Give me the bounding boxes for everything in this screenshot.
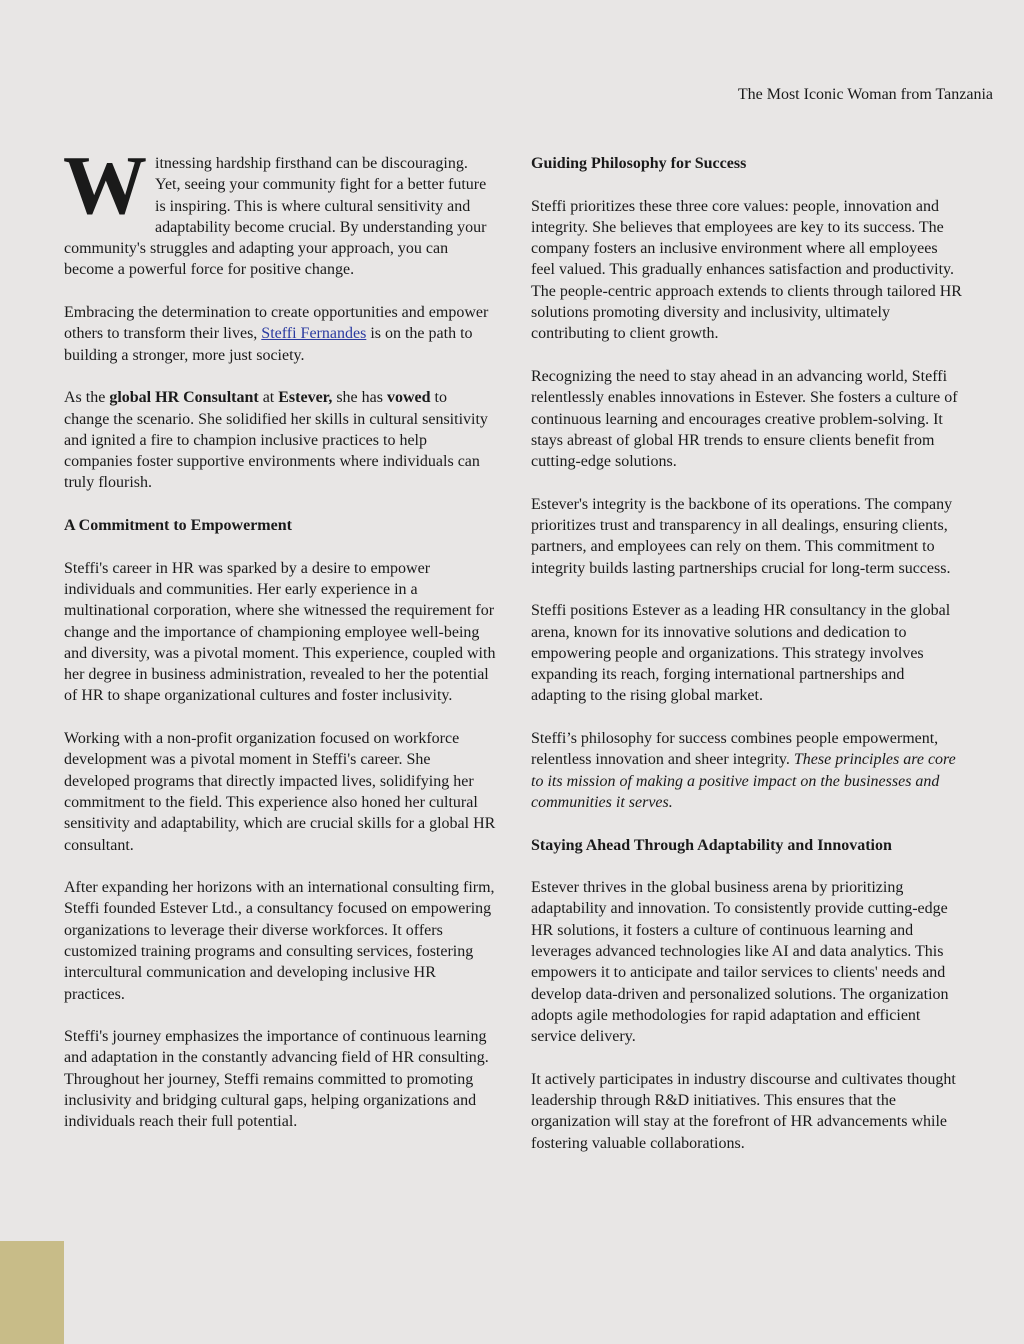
bold-text: vowed	[386, 389, 431, 407]
page-header-title: The Most Iconic Woman from Tanzania	[737, 86, 993, 103]
paragraph-determination	[64, 302, 496, 366]
paragraph-founding: After expanding her horizons with an international consulting firm, Steffi founded Estever Ltd., a consultancy focused on empowering organizations to leverage their diverse workforces. It offers customized training programs and consulting services, fostering intercultural communication and developing inclusive HR practices.	[64, 879, 495, 1003]
corner-accent-block	[0, 1241, 64, 1344]
paragraph-integrity: Estever's integrity is the backbone of its operations. The company prioritizes trust and transparency in all dealings, ensuring clients, partners, and employees can rely on them. This commitment to integrity builds lasting partnerships crucial for long-term success.	[531, 495, 953, 577]
bold-text: global HR Consultant	[109, 389, 259, 407]
paragraph-text: at	[258, 389, 279, 407]
right-column	[531, 153, 963, 1175]
italic-text: These principles are core to its mission of making a positive impact on the businesses and communities it serves.	[531, 751, 956, 811]
paragraph-text: is on the path to building a stronger, more just society.	[64, 325, 473, 364]
section-heading-adaptability: Staying Ahead Through Adaptability and Innovation	[531, 836, 892, 854]
paragraph-thrives: Estever thrives in the global business arena by prioritizing adaptability and innovation. To consistently provide cutting-edge HR solutions, it fosters a culture of continuous learning and leverages advanced technologies like AI and data analytics. This empowers it to anticipate and tailor services to clients' needs and develop data-driven and personalized solutions. The organization adopts agile methodologies for rapid adaptation and efficient service delivery.	[531, 879, 949, 1046]
paragraph-innovation: Recognizing the need to stay ahead in an advancing world, Steffi relentlessly enables innovations in Estever. She fosters a culture of continuous learning and encourages creative problem-solving. It stays abreast of global HR trends to ensure clients benefit from cutting-edge solutions.	[531, 367, 958, 471]
section-heading-philosophy: Guiding Philosophy for Success	[531, 155, 747, 172]
intro-paragraph	[63, 139, 496, 281]
paragraph-nonprofit: Working with a non-profit organization focused on workforce development was a pivotal moment in Steffi's career. She developed programs that directly impacted lives, solidifying her commitment to the field. This experience also honed her cultural sensitivity and adaptability, which are crucial skills for a global HR consultant.	[64, 730, 496, 854]
paragraph-positioning: Steffi positions Estever as a leading HR consultancy in the global arena, known for its innovative solutions and dedication to empowering people and organizations. This strategy involves expanding its reach, forging international partnerships and adapting to the rising global market.	[531, 602, 951, 705]
paragraph-text: Embracing the determination to create opportunities and empower others to transform their lives,	[64, 304, 489, 343]
paragraph-role	[64, 387, 496, 493]
paragraph-philosophy-summary	[531, 728, 963, 813]
steffi-fernandes-link[interactable]: Steffi Fernandes	[261, 325, 367, 343]
paragraph-journey: Steffi's journey emphasizes the importance of continuous learning and adaptation in the constantly advancing field of HR consulting. Throughout her journey, Steffi remains committed to promoting inclusivity and bridging cultural gaps, helping organizations and individuals reach their full potential.	[64, 1028, 489, 1131]
left-column	[63, 139, 496, 1154]
paragraph-text: she has	[332, 389, 387, 407]
paragraph-text: Steffi’s philosophy for success combines people empowerment, relentless innovation and sheer integrity.	[531, 730, 939, 769]
section-heading-empowerment: A Commitment to Empowerment	[64, 517, 292, 535]
bold-text: Estever,	[278, 389, 333, 407]
paragraph-text: As the	[64, 389, 110, 407]
drop-cap: W	[63, 139, 147, 232]
paragraph-text: to change the scenario. She solidified her skills in cultural sensitivity and ignited a fire to champion inclusive practices to help companies foster supportive environments where individuals can truly flourish.	[64, 389, 488, 492]
paragraph-thought-leadership: It actively participates in industry discourse and cultivates thought leadership through R&D initiatives. This ensures that the organization will stay at the forefront of HR advancements while fostering valuable collaborations.	[531, 1070, 956, 1152]
paragraph-career: Steffi's career in HR was sparked by a desire to empower individuals and communities. Her early experience in a multinational corporation, where she witnessed the requirement for change and the importance of championing employee well-being and diversity, was a pivotal moment. This experience, coupled with her degree in business administration, revealed to her the potential of HR to shape organizational cultures and foster inclusivity.	[64, 559, 496, 705]
paragraph-core-values: Steffi prioritizes these three core values: people, innovation and integrity. She believes that employees are key to its success. The company fosters an inclusive environment where all employees feel valued. This gradually enhances satisfaction and productivity. The people-centric approach extends to clients through tailored HR solutions promoting diversity and inclusivity, ultimately contributing to client growth.	[531, 197, 962, 343]
intro-paragraph-text: itnessing hardship firsthand can be discouraging. Yet, seeing your community fight for a better future is inspiring. This is where cultural sensitivity and adaptability become crucial. By understanding your community's struggles and adapting your approach, you can become a powerful force for positive change.	[64, 155, 487, 279]
